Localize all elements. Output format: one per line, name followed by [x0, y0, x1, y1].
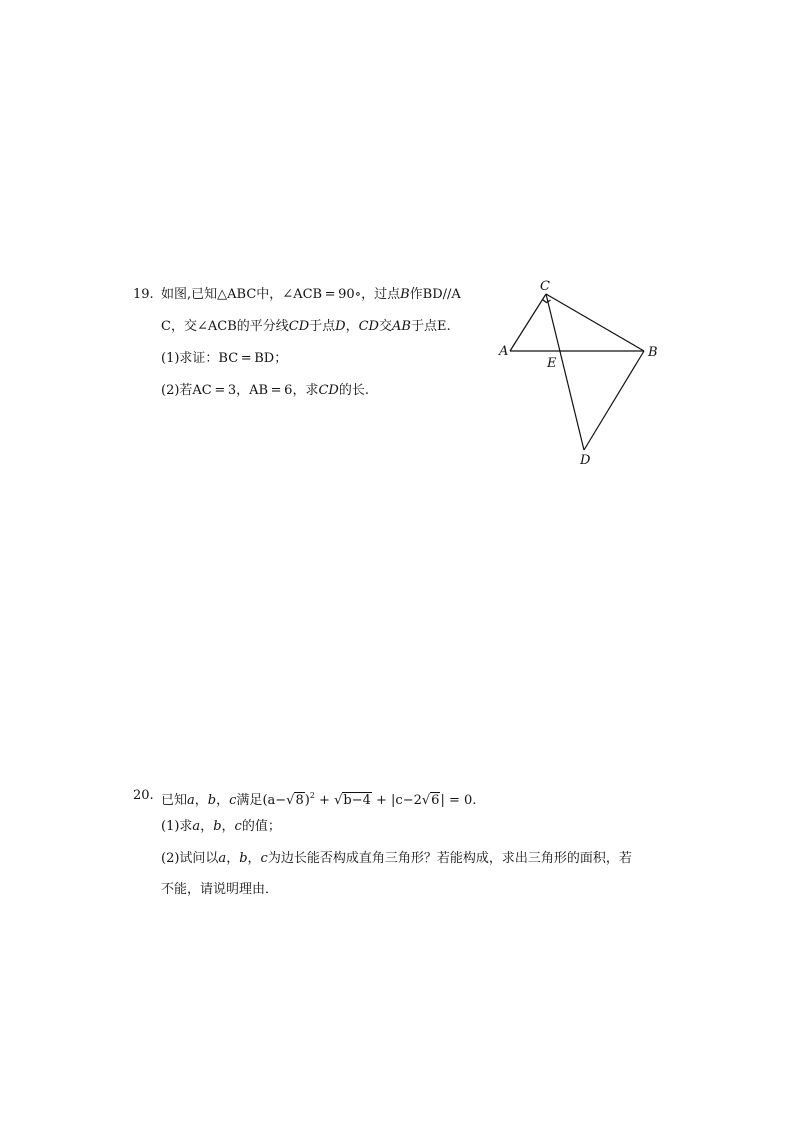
q20-text: (1)求: [161, 819, 193, 834]
q19-math-var: CD: [358, 319, 379, 334]
q20-exponent: 2: [309, 791, 315, 800]
q20-radicand: 8: [295, 793, 304, 808]
q19-text: (2)若: [161, 383, 193, 398]
segment-cd: [546, 294, 584, 450]
q20-math-var: a: [218, 851, 227, 866]
q20-text: ，: [216, 793, 230, 808]
q19-math: BD//A: [422, 287, 461, 302]
q20-math: ): [304, 793, 310, 808]
question-19-number: 19.: [133, 287, 154, 302]
q19-text: ，过点: [361, 287, 401, 302]
segment-bd: [584, 351, 644, 450]
q20-text: ，: [247, 851, 261, 866]
q20-math: (a−: [262, 793, 287, 808]
q19-text: 的平分线: [236, 319, 289, 334]
question-19-part-2: [161, 382, 369, 400]
q19-math-var: B: [400, 287, 410, 302]
q19-math: ∠ACB = 90∘: [282, 287, 362, 302]
question-19-part-1: [161, 350, 287, 368]
q19-text: ；: [274, 351, 288, 366]
q20-math-var: c: [234, 819, 242, 834]
segment-cb: [546, 294, 644, 351]
q19-math-var: D: [335, 319, 346, 334]
label-c: C: [540, 279, 550, 294]
q19-text: (1)求证：: [161, 351, 219, 366]
q20-radicand: b−4: [343, 793, 371, 808]
q20-text: ，: [226, 851, 240, 866]
q20-math-var: b: [207, 793, 217, 808]
q20-text: 的值；: [241, 819, 281, 834]
q20-text: ，: [194, 793, 208, 808]
geometry-figure: [496, 276, 666, 472]
q19-text: 的长.: [338, 383, 369, 398]
label-b: B: [648, 345, 658, 360]
label-a: A: [499, 344, 509, 359]
q19-text: 于点: [410, 319, 437, 334]
q20-math-var: c: [229, 793, 237, 808]
q20-text: 已知: [161, 793, 188, 808]
q20-math: | = 0.: [440, 793, 477, 808]
question-20-part-1: [161, 818, 281, 836]
label-d: D: [580, 453, 591, 468]
q19-text: 中，: [256, 287, 283, 302]
sqrt-symbol: √: [334, 793, 343, 808]
q20-math-var: a: [187, 793, 195, 808]
q20-text: 为边长能否构成直角三角形？若能构成，求出三角形的面积，若: [267, 851, 632, 866]
q19-math-var: CD: [318, 383, 339, 398]
q20-text: ，: [200, 819, 214, 834]
q20-text: ，: [221, 819, 235, 834]
q19-text: ，求: [292, 383, 319, 398]
q19-text: ，交: [170, 319, 197, 334]
q19-math: BC = BD: [218, 351, 275, 366]
q19-math: △ABC: [217, 287, 257, 302]
segment-ac: [510, 294, 546, 351]
question-20-part-2-continued: 不能，请说明理由．: [161, 882, 279, 897]
q20-text: 满足: [236, 793, 263, 808]
q19-text: 于点: [309, 319, 336, 334]
q19-math-var: CD: [288, 319, 310, 334]
q19-math-var: AB: [392, 319, 411, 334]
q19-math: E.: [436, 319, 451, 334]
q20-math: +: [314, 793, 335, 808]
q20-math: + |c−2: [371, 793, 422, 808]
question-20-part-2: [161, 850, 632, 868]
q20-math-var: b: [213, 819, 222, 834]
question-20-line-1: [161, 787, 476, 810]
q20-text: (2)试问以: [161, 851, 219, 866]
q20-radicand: 6: [431, 793, 440, 808]
q19-math: AC = 3: [192, 383, 237, 398]
q19-math: ∠ACB: [196, 319, 237, 334]
question-20-number: 20.: [133, 788, 154, 803]
right-angle-mark: [543, 300, 551, 303]
triangle-diagram: [496, 276, 666, 472]
q19-math: C: [161, 319, 171, 334]
q19-text: ，: [236, 383, 250, 398]
label-e: E: [547, 356, 557, 371]
q20-math-var: c: [260, 851, 268, 866]
q19-text: 如图,已知: [161, 287, 218, 302]
question-19-line-1: [161, 286, 461, 304]
q19-text: 作: [409, 287, 423, 302]
question-19-line-2: [161, 318, 451, 336]
q19-text: 交: [378, 319, 392, 334]
q20-math-var: b: [239, 851, 248, 866]
sqrt-symbol: √: [286, 793, 295, 808]
q19-math: AB = 6: [249, 383, 293, 398]
q19-text: ，: [345, 319, 359, 334]
q20-math-var: a: [192, 819, 201, 834]
sqrt-symbol: √: [421, 793, 431, 808]
